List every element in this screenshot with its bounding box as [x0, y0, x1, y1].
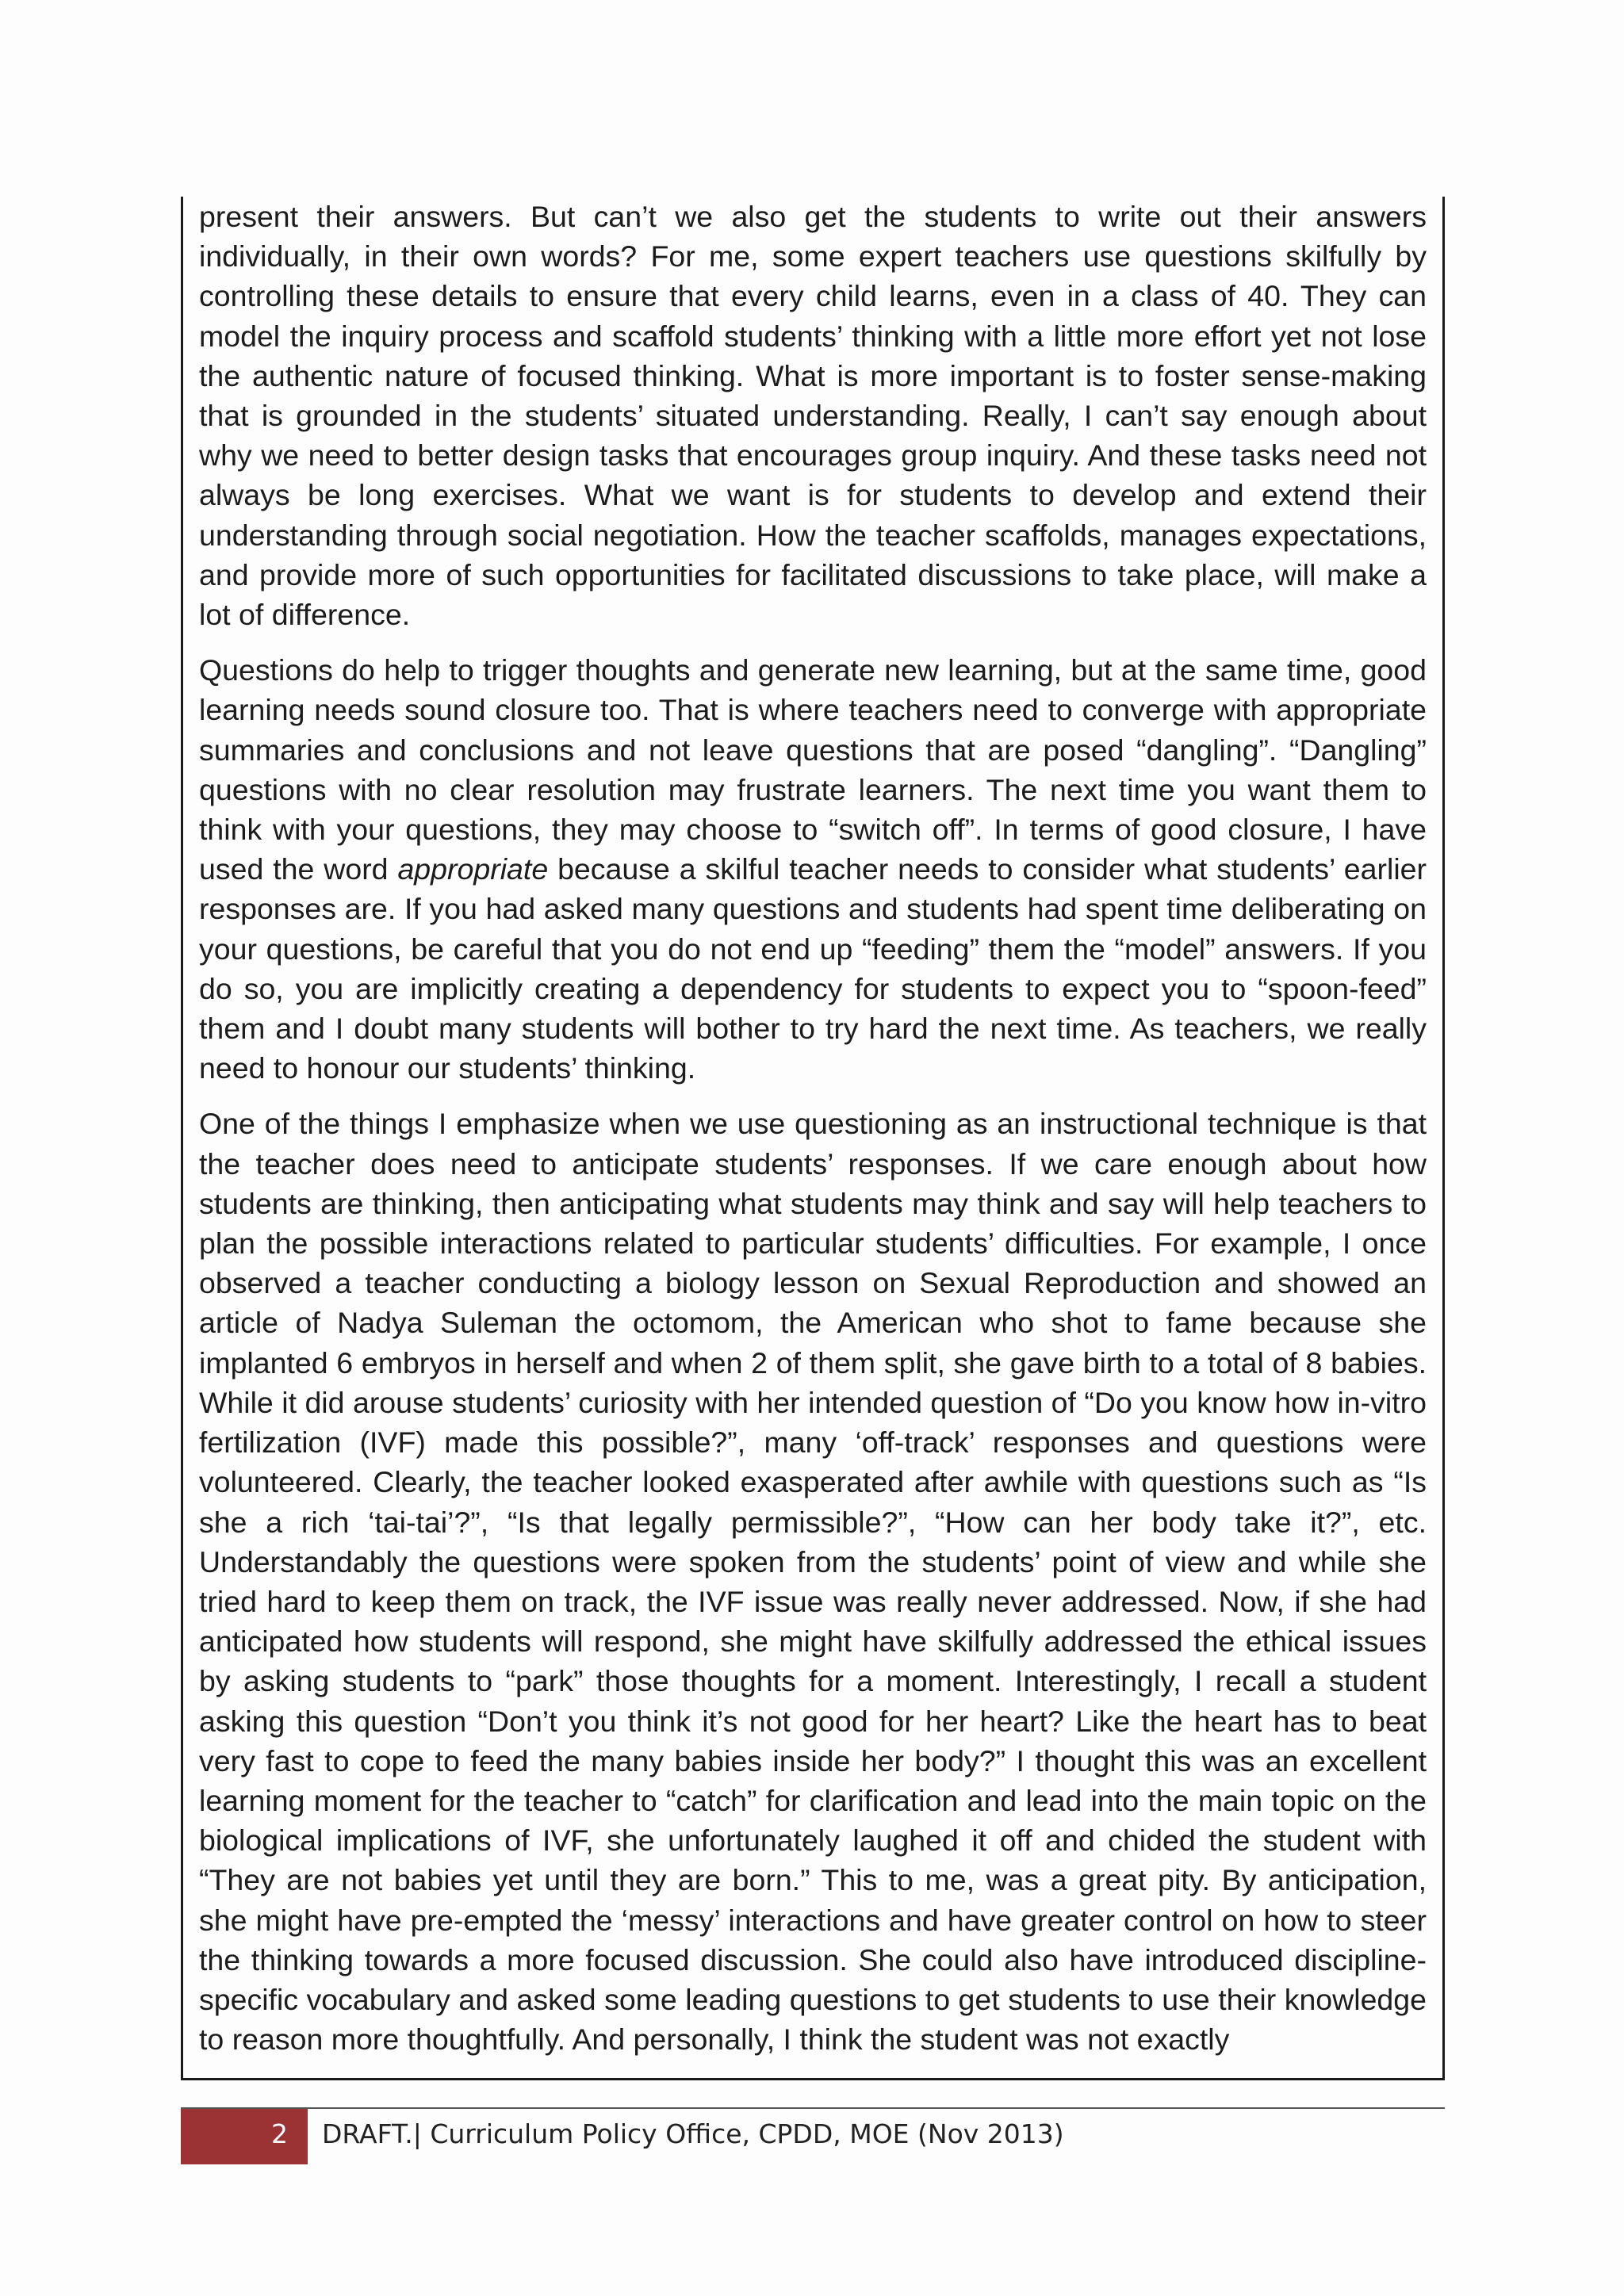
paragraph-2-emphasis: appropriate: [397, 852, 549, 886]
footer-rule: [181, 2107, 1445, 2109]
paragraph-2: [199, 650, 1427, 1088]
paragraph-3: One of the things I emphasize when we use questioning as an instructional technique is that the teacher does need to anticipate students’ responses. If we care enough about how students are thinking, then anticipating what students may think and say will help teachers to plan the possible interactions related to particular students’ difficulties. For example, I once observed a teacher conducting a biology lesson on Sexual Reproduction and showed an article of Nadya Suleman the octomom, the American who shot to fame because she implanted 6 embryos in herself and when 2 of them split, she gave birth to a total of 8 babies. While it did arouse students’ curiosity with her intended question of “Do you know how in-vitro fertilization (IVF) made this possible?”, many ‘off-track’ responses and questions were volunteered. Clearly, the teacher looked exasperated after awhile with questions such as “Is she a rich ‘tai-tai’?”, “Is that legally permissible?”, “How can her body take it?”, etc. Understandably the questions were spoken from the students’ point of view and while she tried hard to keep them on track, the IVF issue was really never addressed. Now, if she had anticipated how students will respond, she might have skilfully addressed the ethical issues by asking students to “park” those thoughts for a moment. Interestingly, I recall a student asking this question “Don’t you think it’s not good for her heart? Like the heart has to beat very fast to cope to feed the many babies inside her body?” I thought this was an excellent learning moment for the teacher to “catch” for clarification and lead into the main topic on the biological implications of IVF, she unfortunately laughed it off and chided the student with “They are not babies yet until they are born.” This to me, was a great pity. By anticipation, she might have pre-empted the ‘messy’ interactions and have greater control on how to steer the thinking towards a more focused discussion. She could also have introduced discipline-specific vocabulary and asked some leading questions to get students to use their knowledge to reason more thoughtfully. And personally, I think the student was not exactly: [199, 1107, 1427, 2057]
footer-text: DRAFT.| Curriculum Policy Office, CPDD, MOE (Nov 2013): [322, 2118, 1064, 2149]
bordered-text-box: [181, 197, 1445, 2080]
page-number-badge: [181, 2109, 308, 2164]
paragraph-2-text-before: Questions do help to trigger thoughts and generate new learning, but at the same time, good learning needs sound closure too. That is where teachers need to converge with appropriate summaries and conclusions and not leave questions that are posed “dangling”. “Dangling” questions with no clear resolution may frustrate learners. The next time you want them to think with your questions, they may choose to “switch off”. In terms of good closure, I have used the word: [199, 653, 1427, 886]
paragraph-1: present their answers. But can’t we also get the students to write out their answers individually, in their own words? For me, some expert teachers use questions skilfully by controlling these details to ensure that every child learns, even in a class of 40. They can model the inquiry process and scaffold students’ thinking with a little more effort yet not lose the authentic nature of focused thinking. What is more important is to foster sense-making that is grounded in the students’ situated understanding. Really, I can’t say enough about why we need to better design tasks that encourages group inquiry. And these tasks need not always be long exercises. What we want is for students to develop and extend their understanding through social negotiation. How the teacher scaffolds, manages expectations, and provide more of such opportunities for facilitated discussions to take place, will make a lot of difference.: [199, 200, 1427, 632]
page-number: 2: [271, 2118, 288, 2149]
paragraph-2-text-after: because a skilful teacher needs to consider what students’ earlier responses are. If you had asked many questions and students had spent time deliberating on your questions, be careful that you do not end up “feeding” them the “model” answers. If you do so, you are implicitly creating a dependency for students to expect you to “spoon-feed” them and I doubt many students will bother to try hard the next time. As teachers, we really need to honour our students’ thinking.: [199, 852, 1427, 1085]
